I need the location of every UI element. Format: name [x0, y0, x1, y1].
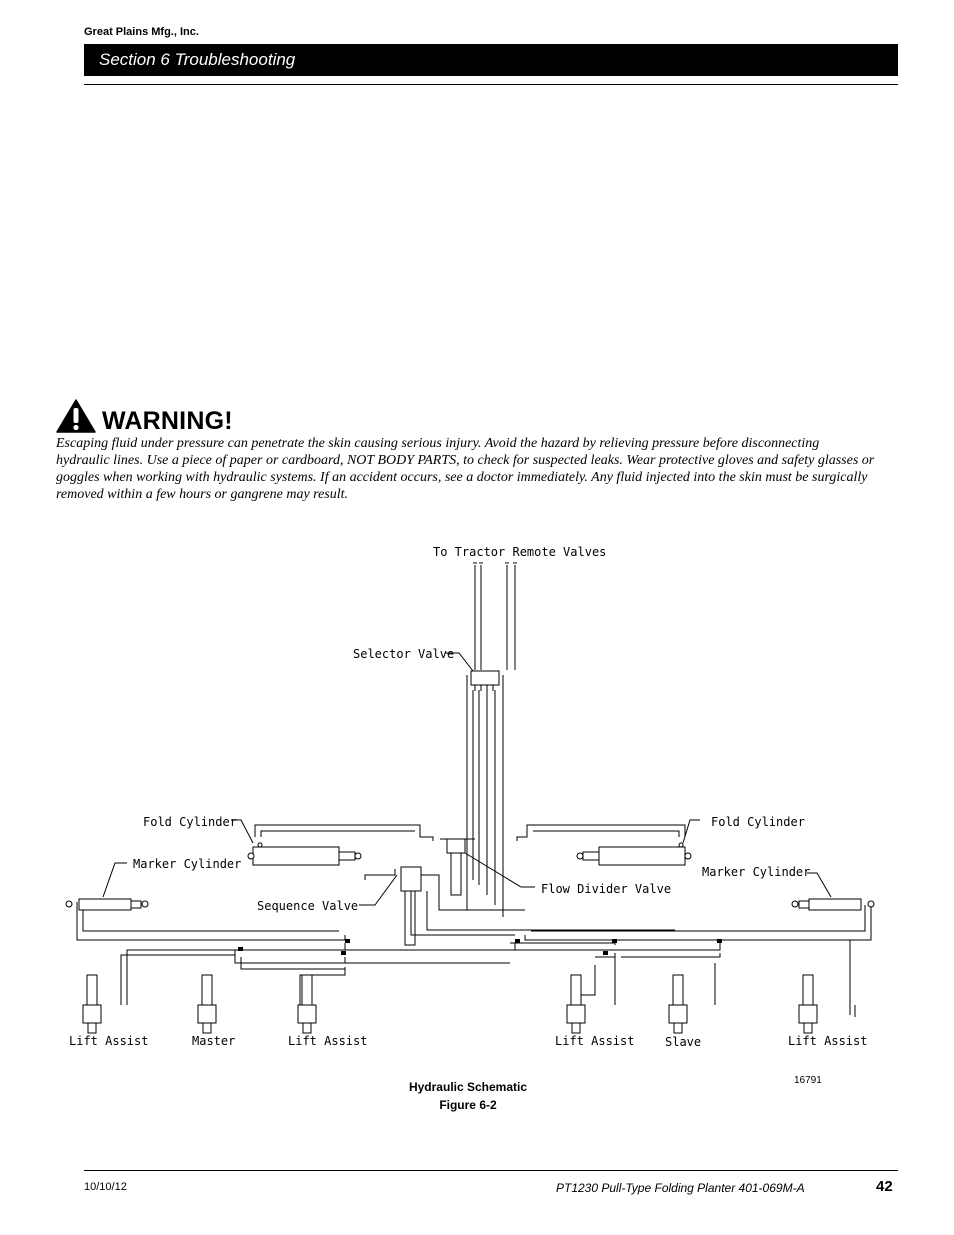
footer-date: 10/10/12: [84, 1181, 127, 1193]
page-number: 42: [876, 1178, 893, 1195]
warning-text: Escaping fluid under pressure can penetrate the skin causing serious injury. Avoid the hazard by relieving pressure before disconnecting hydraulic lines. Use a piece of paper or cardboard, NOT BODY PARTS, to check for suspected leaks. Wear protective gloves and safety glasses or goggles when working with hydraulic systems. If an accident occurs, see a doctor immediately. Any fluid injected into the skin must be surgically removed within a few hours or gangrene may result.: [56, 436, 875, 502]
warning-triangle-icon: [56, 399, 96, 433]
lift-cylinder-master: [198, 975, 216, 1033]
marker-cylinder-left: [66, 899, 148, 910]
tee-fittings: [238, 939, 722, 955]
hydraulic-lines: [77, 563, 871, 1017]
section-title: Section 6 Troubleshooting: [99, 50, 296, 69]
label-marker-cylinder-left: Marker Cylinder: [133, 857, 242, 871]
lift-cylinder-4: [799, 975, 817, 1033]
lift-cylinder-1: [83, 975, 101, 1033]
lift-cylinder-2: [298, 975, 316, 1033]
lift-cylinders: [83, 975, 817, 1033]
header-rule: [84, 84, 898, 85]
label-slave: Slave: [665, 1035, 702, 1049]
fold-cylinder-right: [577, 843, 691, 865]
label-fold-cylinder-right: Fold Cylinder: [711, 815, 805, 829]
marker-cylinder-right: [792, 899, 874, 910]
hydraulic-schematic: [55, 535, 895, 1065]
warning-title: WARNING!: [102, 407, 233, 435]
section-header-bar: [84, 44, 898, 76]
footer-document: PT1230 Pull-Type Folding Planter 401-069M-A: [556, 1181, 805, 1195]
figure-number: Figure 6-2: [439, 1098, 497, 1112]
label-lift-assist-3: Lift Assist: [555, 1034, 635, 1048]
label-sequence-valve: Sequence Valve: [257, 899, 359, 913]
label-flow-divider-valve: Flow Divider Valve: [541, 882, 672, 896]
lift-cylinder-3: [567, 975, 585, 1033]
label-marker-cylinder-right: Marker Cylinder: [702, 865, 811, 879]
label-lift-assist-1: Lift Assist: [69, 1034, 149, 1048]
lift-cylinder-slave: [669, 975, 687, 1033]
figure-title: Hydraulic Schematic: [408, 1080, 528, 1094]
label-master: Master: [192, 1034, 236, 1048]
figure-code: 16791: [794, 1075, 822, 1086]
label-selector-valve: Selector Valve: [353, 647, 455, 661]
label-lift-assist-2: Lift Assist: [288, 1034, 368, 1048]
label-lift-assist-4: Lift Assist: [788, 1034, 868, 1048]
label-tractor-remote-valves: To Tractor Remote Valves: [433, 545, 607, 559]
company-name: Great Plains Mfg., Inc.: [84, 26, 199, 38]
label-fold-cylinder-left: Fold Cylinder: [143, 815, 237, 829]
fold-cylinder-left: [248, 843, 361, 865]
footer-rule: [84, 1170, 898, 1171]
